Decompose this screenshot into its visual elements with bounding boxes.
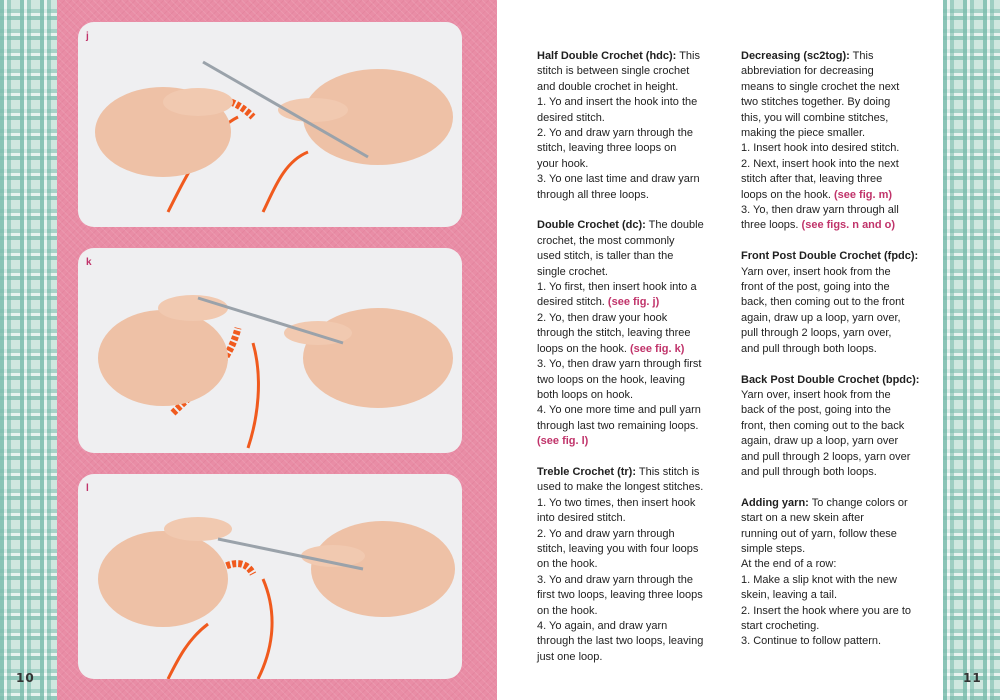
section-adding-yarn: Adding yarn: To change colors or start on a new skein after running out of yarn, follow these simple steps. At the end of a row: 1. Make a slip knot with the new skein, leaving a tail. 2. Insert the hook where you are to start crocheting. 3. Continue to follow pattern. xyxy=(741,496,911,648)
section-heading: Double Crochet (dc): xyxy=(537,219,646,232)
section-heading: Adding yarn: xyxy=(741,496,809,509)
figure-letter: l xyxy=(86,483,89,494)
section-decreasing: Decreasing (sc2tog): This abbreviation for decreasing means to single crochet the next two stitches together. By doing this, you will combine stitches, making the piece smaller. 1. Insert hook into desired stitch. 2. Next, insert hook into the next stitch after that, leaving three loops on the hook. (see fig. m) 3. Yo, then draw yarn through all three loops. (see figs. n and o) xyxy=(741,50,900,232)
figure-reference-n-o: (see figs. n and o) xyxy=(801,219,896,232)
photo-figure-k xyxy=(78,248,462,453)
section-half-double-crochet: Half Double Crochet (hdc): This stitch is between single crochet and double crochet in height. 1. Yo and insert the hook into the desired stitch. 2. Yo and draw yarn through the stitch, leaving three loops on your hook. 3. Yo one last time and draw yarn through all three loops. xyxy=(537,50,700,201)
section-heading: Treble Crochet (tr): xyxy=(537,465,637,478)
section-front-post-double-crochet: Front Post Double Crochet (fpdc): Yarn over, insert hook from the front of the post, going into the back, then coming out to the front again, draw up a loop, yarn over, pull through 2 loops, yarn over, and pull through both loops. xyxy=(741,249,936,357)
section-back-post-double-crochet: Back Post Double Crochet (bpdc): Yarn over, insert hook from the back of the post, going into the front, then coming out to the back again, draw up a loop, yarn over and pull through 2 loops, yarn over and pull through both loops. xyxy=(741,373,936,481)
photo-figure-j xyxy=(78,22,462,227)
section-heading: Decreasing (sc2tog): xyxy=(741,50,850,62)
page-number-left: 10 xyxy=(16,671,35,685)
text-column-left xyxy=(537,49,732,681)
plaid-border-left xyxy=(0,0,57,700)
figure-letter: k xyxy=(86,257,92,268)
section-heading: Front Post Double Crochet (fpdc): xyxy=(741,250,919,263)
section-treble-crochet: Treble Crochet (tr): This stitch is used to make the longest stitches. 1. Yo two times, then insert hook into desired stitch. 2. Yo and draw yarn through stitch, leaving you with four loops on the hook. 3. Yo and draw yarn through the first two loops, leaving three loops on the hook. 4. Yo again, and draw yarn through the last two loops, leaving just one loop. xyxy=(537,465,704,663)
page-number-right: 11 xyxy=(963,671,982,685)
plaid-border-right xyxy=(943,0,1000,700)
figure-reference-m: (see fig. m) xyxy=(833,188,893,201)
text-column-right xyxy=(741,49,936,665)
section-heading: Half Double Crochet (hdc): xyxy=(537,50,677,62)
crochet-hands-illustration-k xyxy=(78,248,462,453)
section-double-crochet: Double Crochet (dc): The double crochet, the most commonly used stitch, is taller than the single crochet. 1. Yo first, then insert hook into a desired stitch. (see fig. j) 2. Yo, then draw your hook through the stitch, leaving three loops on the hook. (see fig. k) 3. Yo, then draw yarn through first two loops on the hook, leaving both loops on hook. 4. Yo one more time and pull yarn through last two remaining loops. (see fig. l) xyxy=(537,219,704,448)
figure-reference-l: (see fig. l) xyxy=(537,435,589,448)
figure-letter: j xyxy=(86,31,89,42)
crochet-hands-illustration-l xyxy=(78,474,462,679)
crochet-hands-illustration-j xyxy=(78,22,462,227)
figure-reference-j: (see fig. j) xyxy=(607,296,660,309)
photo-figure-l xyxy=(78,474,462,679)
section-heading: Back Post Double Crochet (bpdc): xyxy=(741,373,920,386)
figure-reference-k: (see fig. k) xyxy=(629,342,685,355)
